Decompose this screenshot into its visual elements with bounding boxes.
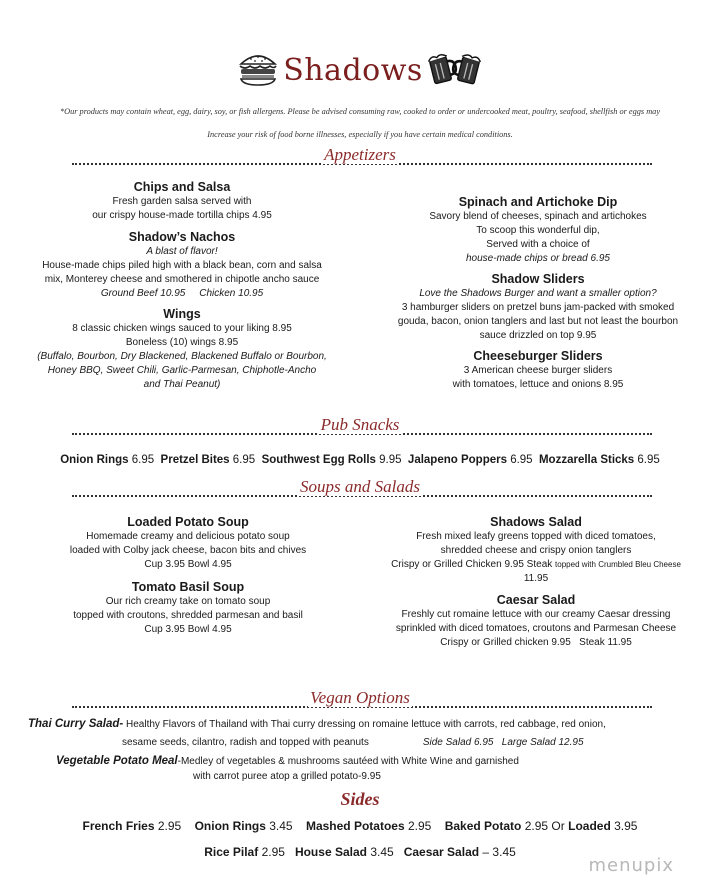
side-item: Baked Potato 2.95 Or Loaded 3.95 [444,819,638,833]
chips-and-salsa: Chips and Salsa Fresh garden salsa served with our crispy house-made tortilla chips 4.95 [92,180,272,221]
shadows-nachos: Shadow’s Nachos A blast of flavor! House-made chips piled high with a black bean, corn and salsa mix, Monterey cheese and smothered in chipotle ancho sauce Ground Beef 10.95 Chicken 10.95 [42,230,322,299]
pub-snacks-list [0,452,720,468]
vegan-heading: Vegan Options [310,688,410,707]
side-item: House Salad 3.45 [294,845,394,859]
appetizers-left-column [20,179,344,392]
pub-snacks-heading: Pub Snacks [320,415,400,434]
caesar-salad: Caesar Salad Freshly cut romaine lettuce with our creamy Caesar dressing sprinkled with diced tomatoes, croutons and Parmesan Cheese Crispy or Grilled chicken 9.95 Steak 11.95 [395,593,677,648]
pub-item: Southwest Egg Rolls 9.95 [261,454,402,466]
wings: Wings 8 classic chicken wings sauced to your liking 8.95 Boneless (10) wings 8.95 (Buffalo, Bourbon, Dry Blackened, Blackened Buffalo or Bourbon, Honey BBQ, Sweet Chili, Garlic-Parmesan, Chiphotle-Ancho and Thai Peanut) [37,307,327,390]
side-item: Onion Rings 3.45 [194,819,293,833]
shadow-sliders: Shadow Sliders Love the Shadows Burger and want a smaller option? 3 hamburger sliders on pretzel buns jam-packed with smoked gouda, bacon, onion tanglers and last but not least the bourbon sauce drizzled on top 9.95 [397,272,679,341]
shadows-salad: Shadows Salad Fresh mixed leafy greens topped with diced tomatoes, shredded cheese and crispy onion tanglers Crispy or Grilled Chicken 9.95 Steak topped with Crumbled Bleu Cheese 11.95 [391,515,681,584]
side-item: Rice Pilaf 2.95 [204,845,285,859]
soups-left-column [30,514,346,637]
pub-item: Pretzel Bites 6.95 [160,454,256,466]
sides-heading: Sides [340,789,380,809]
cheeseburger-sliders: Cheeseburger Sliders 3 American cheese burger sliders with tomatoes, lettuce and onions 8.95 [452,349,624,390]
pub-item: Mozzarella Sticks 6.95 [538,454,660,466]
side-item: French Fries 2.95 [82,819,182,833]
vegan-thai-curry-salad: Thai Curry Salad- Healthy Flavors of Thailand with Thai curry dressing on romaine lettuce with carrots, red cabbage, red onion, sesame seeds, cilantro, radish and topped with peanuts Side Salad 6.95 Large Salad 12.95 [28,718,606,748]
pub-item: Jalapeno Poppers 6.95 [407,454,533,466]
spinach-artichoke-dip: Spinach and Artichoke Dip Savory blend of cheeses, spinach and artichokes To scoop this wonderful dip, Served with a choice of house-made chips or bread 6.95 [429,195,647,264]
menupix-watermark: menupix [588,855,674,876]
pub-item: Onion Rings 6.95 [60,454,155,466]
sides-row-1 [0,818,720,834]
side-item: Caesar Salad – 3.45 [403,845,516,859]
menu-header [0,50,720,91]
appetizers-heading: Appetizers [324,145,396,164]
appetizers-right-column [370,194,706,392]
loaded-potato-soup: Loaded Potato Soup Homemade creamy and delicious potato soup loaded with Colby jack cheese, bacon bits and chives Cup 3.95 Bowl 4.95 [69,515,307,570]
tomato-basil-soup: Tomato Basil Soup Our rich creamy take on tomato soup topped with croutons, shredded parmesan and basil Cup 3.95 Bowl 4.95 [73,580,303,635]
burger-icon [237,50,279,91]
soups-right-column [366,514,706,650]
restaurant-title: Shadows [283,53,423,88]
beer-mugs-icon [427,50,483,91]
vegan-vegetable-potato-meal: Vegetable Potato Meal-Medley of vegetables & mushrooms sautéed with White Wine and garnished with carrot puree atop a grilled potato-9.95 [56,755,519,782]
side-item: Mashed Potatoes 2.95 [305,819,432,833]
soups-heading: Soups and Salads [300,477,420,496]
allergen-notice: *Our products may contain wheat, egg, dairy, soy, or fish allergens. Please be advised consuming raw, cooked to order or undercooked meat, poultry, seafood, shellfish or eggs may Increase your risk of food borne illnesses, especially if you have certain medical conditions. [59,107,661,139]
